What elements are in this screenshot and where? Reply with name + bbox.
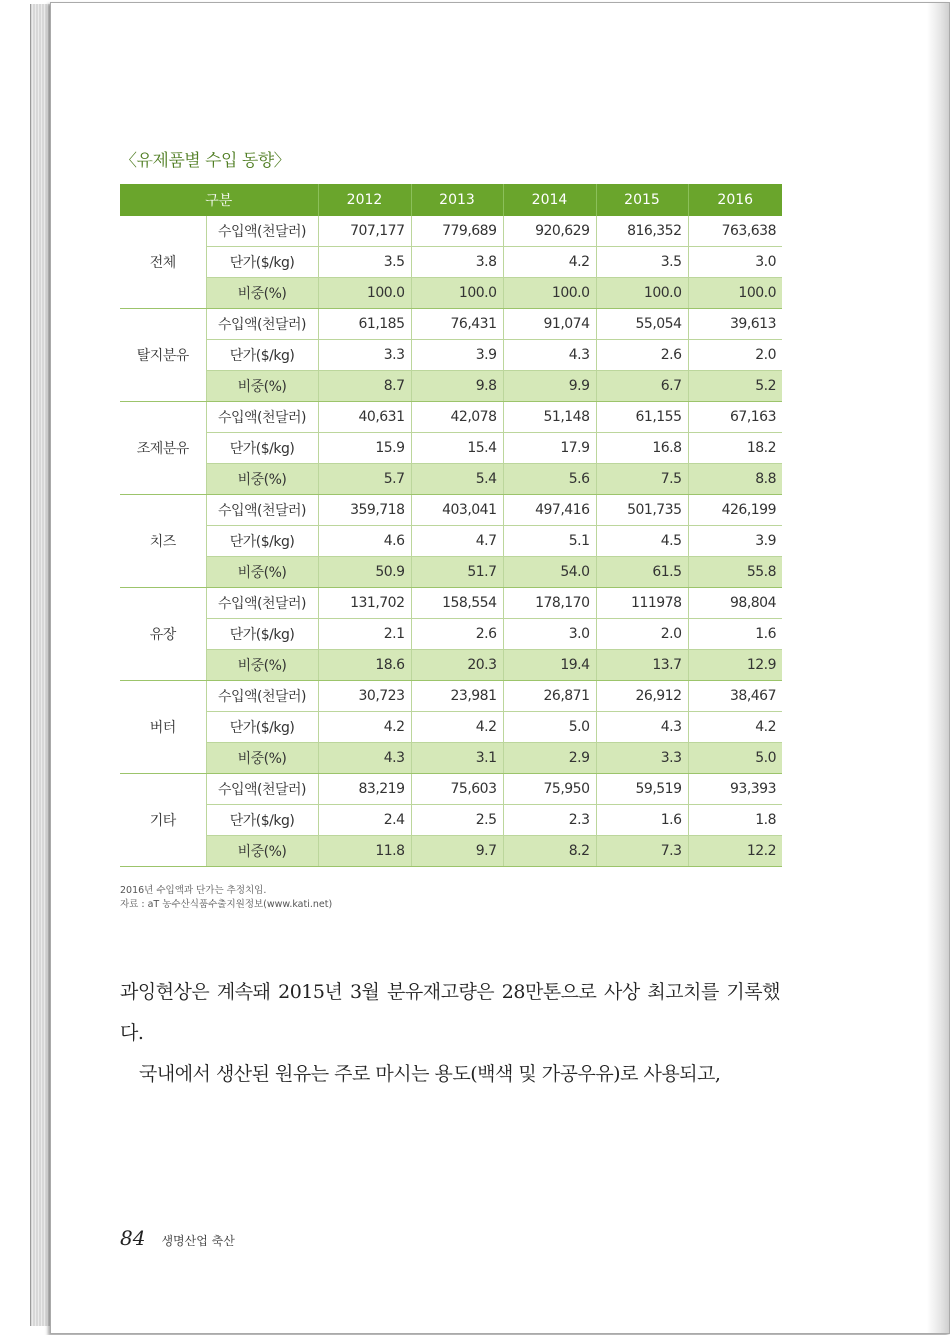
item-label-cell: 수입액(천달러) [206,774,318,805]
table-row [120,464,782,495]
item-label-cell: 단가($/kg) [206,712,318,743]
value-cell: 55,054 [596,309,688,340]
category-cell: 버터 [120,681,206,774]
value-cell: 3.1 [411,743,503,774]
value-cell: 4.3 [596,712,688,743]
value-cell: 4.3 [318,743,411,774]
category-cell: 치즈 [120,495,206,588]
item-label-cell: 수입액(천달러) [206,309,318,340]
value-cell: 39,613 [688,309,782,340]
item-label-cell: 단가($/kg) [206,433,318,464]
category-cell: 탈지분유 [120,309,206,402]
value-cell: 158,554 [411,588,503,619]
value-cell: 54.0 [503,557,596,588]
value-cell: 75,950 [503,774,596,805]
header-year: 2015 [596,184,688,216]
table-row [120,557,782,588]
table-caption: 〈유제품별 수입 동향〉 [120,151,291,171]
item-label-cell: 비중(%) [206,650,318,681]
value-cell: 15.9 [318,433,411,464]
table-row [120,247,782,278]
table-row [120,495,782,526]
value-cell: 4.2 [503,247,596,278]
value-cell: 816,352 [596,216,688,247]
value-cell: 17.9 [503,433,596,464]
value-cell: 5.4 [411,464,503,495]
item-label-cell: 비중(%) [206,278,318,309]
page-gutter-shadow [927,3,949,1333]
value-cell: 4.3 [503,340,596,371]
value-cell: 55.8 [688,557,782,588]
table-row [120,619,782,650]
table-row [120,433,782,464]
value-cell: 16.8 [596,433,688,464]
value-cell: 1.6 [596,805,688,836]
value-cell: 100.0 [503,278,596,309]
value-cell: 61.5 [596,557,688,588]
value-cell: 19.4 [503,650,596,681]
value-cell: 100.0 [688,278,782,309]
item-label-cell: 수입액(천달러) [206,681,318,712]
header-year: 2013 [411,184,503,216]
item-label-cell: 비중(%) [206,557,318,588]
table-row [120,278,782,309]
value-cell: 8.7 [318,371,411,402]
value-cell: 7.5 [596,464,688,495]
value-cell: 2.3 [503,805,596,836]
value-cell: 18.6 [318,650,411,681]
value-cell: 5.2 [688,371,782,402]
value-cell: 5.1 [503,526,596,557]
table-row [120,526,782,557]
table-row [120,371,782,402]
value-cell: 15.4 [411,433,503,464]
value-cell: 4.6 [318,526,411,557]
value-cell: 5.0 [688,743,782,774]
value-cell: 3.9 [411,340,503,371]
value-cell: 30,723 [318,681,411,712]
value-cell: 8.8 [688,464,782,495]
table-header-row [120,184,782,216]
table-row [120,650,782,681]
item-label-cell: 단가($/kg) [206,619,318,650]
header-division: 구분 [120,184,318,216]
value-cell: 12.2 [688,836,782,867]
item-label-cell: 비중(%) [206,371,318,402]
table-notes [120,884,332,912]
value-cell: 111978 [596,588,688,619]
value-cell: 4.7 [411,526,503,557]
value-cell: 75,603 [411,774,503,805]
value-cell: 26,871 [503,681,596,712]
value-cell: 98,804 [688,588,782,619]
value-cell: 3.0 [503,619,596,650]
item-label-cell: 비중(%) [206,464,318,495]
item-label-cell: 수입액(천달러) [206,588,318,619]
value-cell: 11.8 [318,836,411,867]
value-cell: 920,629 [503,216,596,247]
table-row [120,402,782,433]
value-cell: 131,702 [318,588,411,619]
source-note: 자료 : aT 농수산식품수출지원정보(www.kati.net) [120,899,333,910]
value-cell: 23,981 [411,681,503,712]
value-cell: 9.7 [411,836,503,867]
category-cell: 전체 [120,216,206,309]
value-cell: 2.9 [503,743,596,774]
category-cell: 조제분유 [120,402,206,495]
table-row [120,743,782,774]
value-cell: 4.2 [318,712,411,743]
value-cell: 2.6 [411,619,503,650]
value-cell: 359,718 [318,495,411,526]
table-body [120,216,782,867]
table-row [120,805,782,836]
value-cell: 8.2 [503,836,596,867]
value-cell: 100.0 [596,278,688,309]
item-label-cell: 비중(%) [206,743,318,774]
value-cell: 50.9 [318,557,411,588]
header-year: 2016 [688,184,782,216]
item-label-cell: 단가($/kg) [206,247,318,278]
value-cell: 9.9 [503,371,596,402]
value-cell: 83,219 [318,774,411,805]
value-cell: 707,177 [318,216,411,247]
value-cell: 3.3 [318,340,411,371]
header-year: 2014 [503,184,596,216]
item-label-cell: 비중(%) [206,836,318,867]
value-cell: 12.9 [688,650,782,681]
value-cell: 6.7 [596,371,688,402]
value-cell: 93,393 [688,774,782,805]
value-cell: 9.8 [411,371,503,402]
value-cell: 4.5 [596,526,688,557]
body-paragraph: 과잉현상은 계속돼 2015년 3월 분유재고량은 28만톤으로 사상 최고치를 기록했다. [120,981,780,1044]
estimate-note: 2016년 수입액과 단가는 추정치임. [120,885,267,896]
value-cell: 59,519 [596,774,688,805]
table-row [120,712,782,743]
value-cell: 2.4 [318,805,411,836]
value-cell: 5.6 [503,464,596,495]
value-cell: 1.6 [688,619,782,650]
value-cell: 2.1 [318,619,411,650]
value-cell: 91,074 [503,309,596,340]
value-cell: 3.0 [688,247,782,278]
value-cell: 40,631 [318,402,411,433]
table-row [120,309,782,340]
table-row [120,216,782,247]
table-row [120,836,782,867]
value-cell: 76,431 [411,309,503,340]
item-label-cell: 단가($/kg) [206,805,318,836]
value-cell: 403,041 [411,495,503,526]
category-cell: 유장 [120,588,206,681]
value-cell: 20.3 [411,650,503,681]
value-cell: 3.8 [411,247,503,278]
value-cell: 1.8 [688,805,782,836]
value-cell: 426,199 [688,495,782,526]
value-cell: 4.2 [411,712,503,743]
value-cell: 7.3 [596,836,688,867]
value-cell: 61,185 [318,309,411,340]
value-cell: 18.2 [688,433,782,464]
table-row [120,588,782,619]
value-cell: 779,689 [411,216,503,247]
table-row [120,774,782,805]
value-cell: 763,638 [688,216,782,247]
value-cell: 51.7 [411,557,503,588]
page-number: 84 [120,1226,146,1250]
value-cell: 3.5 [596,247,688,278]
value-cell: 5.0 [503,712,596,743]
dairy-import-table [120,184,782,867]
item-label-cell: 수입액(천달러) [206,495,318,526]
value-cell: 178,170 [503,588,596,619]
header-year: 2012 [318,184,411,216]
value-cell: 51,148 [503,402,596,433]
value-cell: 501,735 [596,495,688,526]
value-cell: 13.7 [596,650,688,681]
body-paragraph: 국내에서 생산된 원유는 주로 마시는 용도(백색 및 가공우유)로 사용되고, [139,1063,721,1085]
value-cell: 61,155 [596,402,688,433]
value-cell: 67,163 [688,402,782,433]
book-title: 생명산업 축산 [161,1234,235,1248]
item-label-cell: 단가($/kg) [206,526,318,557]
value-cell: 2.6 [596,340,688,371]
value-cell: 38,467 [688,681,782,712]
table-row [120,340,782,371]
value-cell: 2.5 [411,805,503,836]
value-cell: 3.5 [318,247,411,278]
value-cell: 497,416 [503,495,596,526]
value-cell: 5.7 [318,464,411,495]
value-cell: 100.0 [411,278,503,309]
value-cell: 42,078 [411,402,503,433]
item-label-cell: 단가($/kg) [206,340,318,371]
item-label-cell: 수입액(천달러) [206,216,318,247]
value-cell: 2.0 [596,619,688,650]
value-cell: 2.0 [688,340,782,371]
value-cell: 26,912 [596,681,688,712]
table-row [120,681,782,712]
body-text [120,972,780,1095]
value-cell: 3.9 [688,526,782,557]
category-cell: 기타 [120,774,206,867]
page-footer [120,1226,235,1250]
value-cell: 3.3 [596,743,688,774]
value-cell: 100.0 [318,278,411,309]
value-cell: 4.2 [688,712,782,743]
item-label-cell: 수입액(천달러) [206,402,318,433]
